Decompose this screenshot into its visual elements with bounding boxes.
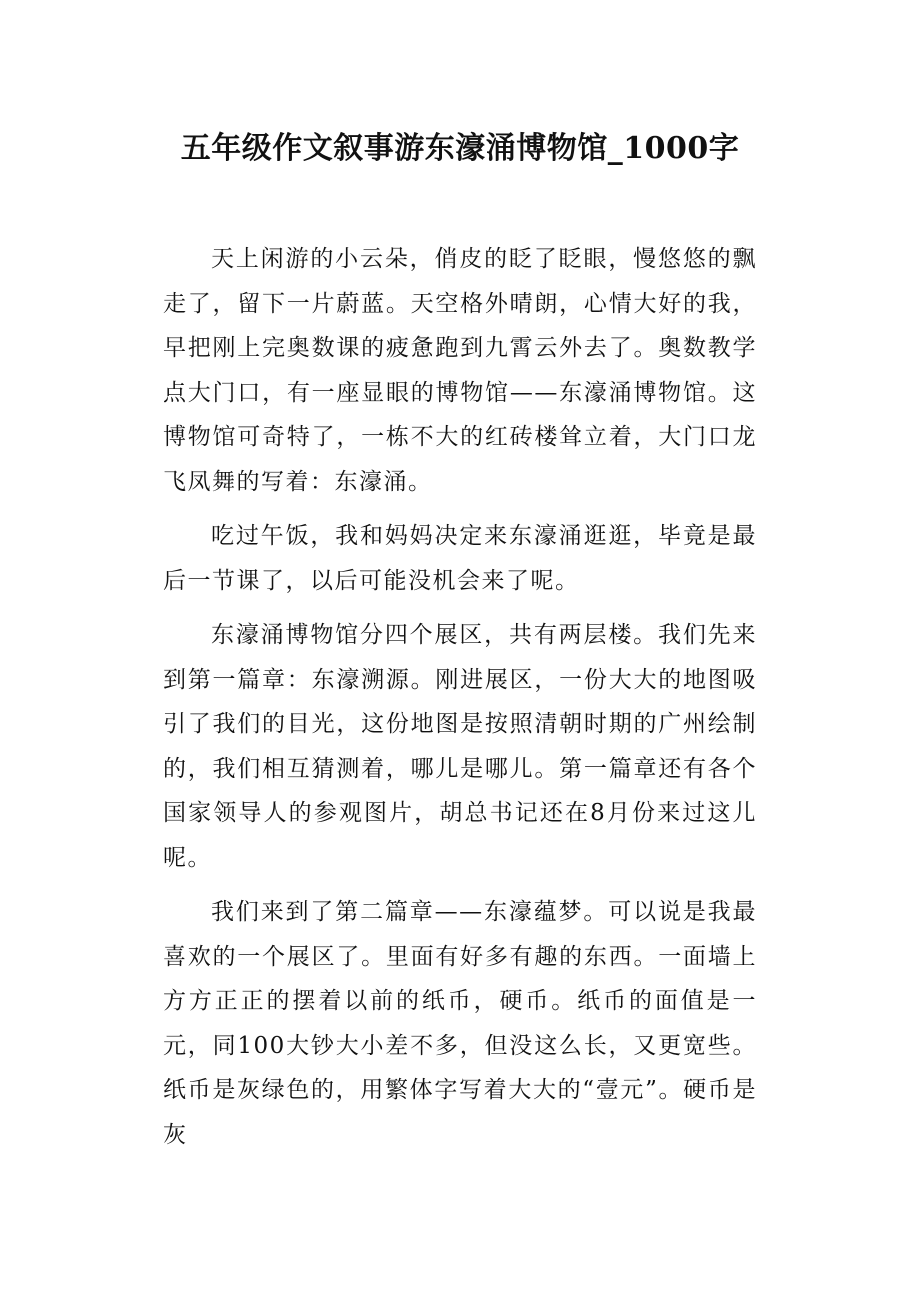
paragraph: 天上闲游的小云朵，俏皮的眨了眨眼，慢悠悠的飘走了，留下一片蔚蓝。天空格外晴朗，心情大好的我，早把刚上完奥数课的疲惫跑到九霄云外去了。奥数教学点大门口，有一座显眼的博物馆——东濠涌博物馆。这博物馆可奇特了，一栋不大的红砖楼耸立着，大门口龙飞凤舞的写着：东濠涌。 (163, 246, 757, 495)
paragraph: 我们来到了第二篇章——东濠蕴梦。可以说是我最喜欢的一个展区了。里面有好多有趣的东西。一面墙上方方正正的摆着以前的纸币，硬币。纸币的面值是一元，同100大钞大小差不多，但没这么长，又更宽些。纸币是灰绿色的，用繁体字写着大大的“壹元”。硬币是灰 (163, 899, 757, 1148)
document-title: 五年级作文叙事游东濠涌博物馆_1000字 (180, 131, 740, 166)
paragraph: 吃过午饭，我和妈妈决定来东濠涌逛逛，毕竟是最后一节课了，以后可能没机会来了呢。 (163, 523, 757, 594)
document-body (163, 237, 757, 1167)
paragraph: 东濠涌博物馆分四个展区，共有两层楼。我们先来到第一篇章：东濠溯源。刚进展区，一份大大的地图吸引了我们的目光，这份地图是按照清朝时期的广州绘制的，我们相互猜测着，哪儿是哪儿。第一篇章还有各个国家领导人的参观图片，胡总书记还在8月份来过这儿呢。 (163, 622, 757, 871)
